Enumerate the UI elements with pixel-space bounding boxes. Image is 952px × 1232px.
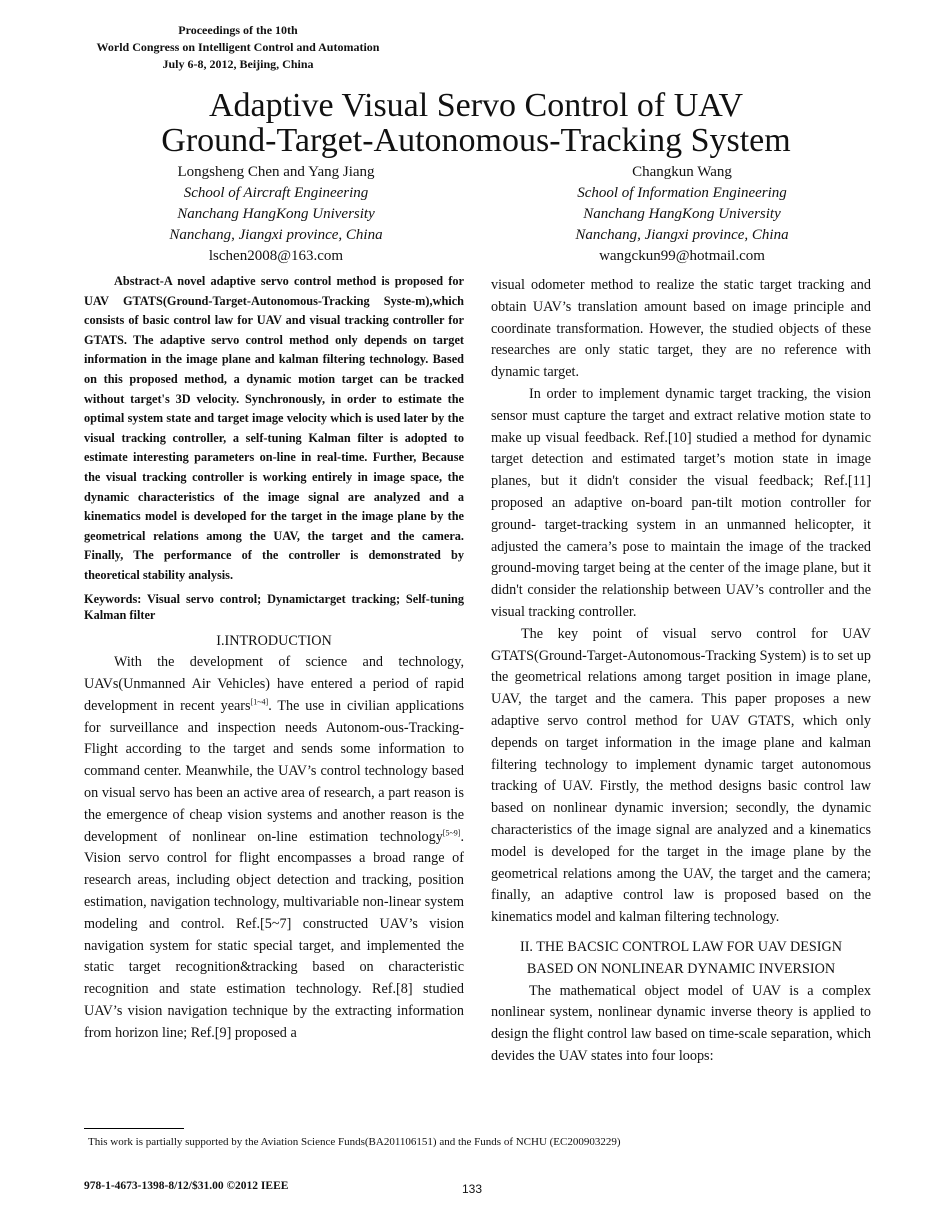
intro-text-c: . Vision servo control for flight encompasses a broad range of research areas, including object detection and tracking, position estimation, navigation technology, multivariable non-linear system modeling and control. Ref.[5~7] constructed UAV’s vision navigation system for static special target, and implemented the static target recognition&tracking based on characteristic recognition and state estimation technology. Ref.[8] studied UAV’s vision navigation technique by the extracting information from horizon line; Ref.[9] proposed a — [84, 828, 464, 1041]
proceedings-line-2: World Congress on Intelligent Control and Automation — [96, 40, 380, 54]
author-block-left — [96, 162, 456, 267]
title-line-2: Ground-Target-Autonomous-Tracking System — [161, 122, 791, 159]
footnote: This work is partially supported by the Aviation Science Funds(BA201106151) and the Funds of NCHU (EC200903229) — [88, 1136, 621, 1148]
footnote-divider — [84, 1128, 184, 1129]
intro-paragraph-1 — [84, 652, 464, 1044]
isbn-copyright: 978-1-4673-1398-8/12/$31.00 ©2012 IEEE — [84, 1180, 289, 1192]
author-names: Longsheng Chen and Yang Jiang — [177, 164, 375, 180]
intro-text-a: With the development of science and technology, UAVs(Unmanned Air Vehicles) have entered a period of rapid development in recent years — [84, 654, 464, 714]
title-line-1: Adaptive Visual Servo Control of UAV — [208, 87, 744, 124]
author-email: lschen2008@163.com — [208, 248, 344, 264]
page-number: 133 — [462, 1182, 483, 1196]
keywords: Keywords: Visual servo control; Dynamictarget tracking; Self-tuning Kalman filter — [84, 591, 464, 622]
section-heading-2-line-1: II. THE BACSIC CONTROL LAW FOR UAV DESIGN — [519, 938, 843, 955]
author-block-right — [502, 162, 862, 267]
intro-text-b: . The use in civilian applications for surveillance and inspection needs Autonom-ous-Tracking-Flight according to the target and sends some information to command center. Meanwhile, the UAV’s control technology based on visual servo has been an active area of research, a part reason is the emergence of cheap vision systems and another reason is the development of nonlinear on-line estimation technology — [84, 697, 464, 845]
author-location: Nanchang, Jiangxi province, China — [575, 227, 789, 243]
proceedings-header — [60, 22, 416, 73]
abstract: Abstract-A novel adaptive servo control method is proposed for UAV GTATS(Ground-Target-Autonomous-Tracking Syste-m),which consists of basic control law for UAV and visual tracking controller for GTATS. The adaptive servo control method only depends on target information in the image plane and kalman filtering technology. Based on this proposed method, a dynamic motion target can be tracked without target's 3D velocity. Synchronously, in order to estimate the optimal system state and target image velocity which is used later by the visual tracking controller, a self-tuning Kalman filter is adopted to estimate interesting parameters on-line in real-time. Further, Because the visual tracking controller is working entirely in image space, the dynamic characteristics of the image signal are analyzed and a kinematics model is developed for the target in the image plane by the geometrical relations among the UAV, the target and the camera. Finally, The performance of the controller is demonstrated by theoretical stability analysis. — [84, 274, 464, 582]
citation-ref: [1~4] — [250, 697, 269, 707]
paper-title — [0, 88, 952, 158]
intro-paragraph-1-continued: visual odometer method to realize the static target tracking and obtain UAV’s translation amount based on image principle and coordinate transformation. However, the studied objects of these researches are only static target, they are no reference with dynamic target. — [491, 277, 871, 381]
intro-paragraph-3: The key point of visual servo control for UAV GTATS(Ground-Target-Autonomous-Tracking System) is to set up the geometrical relations among target position in image plane, UAV, the target and the camera. This paper proposes a new adaptive servo control method for UAV GTATS, which only depends on target information in the image plane and kalman filtering technology to implement dynamic target autonomous tracking of UAV. Firstly, the method designs basic control law based on nonlinear dynamic inversion; secondly, the dynamic characteristics of the image signal are analyzed and a kinematics model is developed for the target in the image plane by the geometrical relations among the UAV, the target and the camera; finally, an adaptive control law is proposed based on the kinematics model and kalman filtering technology. — [491, 625, 871, 926]
author-university: Nanchang HangKong University — [177, 206, 375, 222]
section-heading-2-line-2: BASED ON NONLINEAR DYNAMIC INVERSION — [526, 960, 836, 977]
left-column — [84, 272, 464, 1045]
right-column — [491, 275, 871, 1068]
proceedings-line-3: July 6-8, 2012, Beijing, China — [162, 57, 314, 71]
intro-paragraph-2: In order to implement dynamic target tracking, the vision sensor must capture the target and extract relative motion state to make up visual feedback. Ref.[10] studied a method for dynamic target detection and estimated target’s motion state in image planes, but it didn't consider the visual feedback; Ref.[11] proposed an adaptive on-board pan-tilt motion controller for ground- target-tracking system in an unmanned helicopter, it adjusted the camera’s pose to maintain the image of the tracked ground-moving target being at the center of the image plane, but it didn't consider the relationship between UAV’s controller and the visual tracking controller. — [491, 385, 871, 620]
author-location: Nanchang, Jiangxi province, China — [169, 227, 383, 243]
section-heading-2 — [491, 937, 871, 981]
citation-ref: [5~9] — [442, 827, 461, 837]
author-university: Nanchang HangKong University — [583, 206, 781, 222]
section-2-paragraph-1: The mathematical object model of UAV is a complex nonlinear system, nonlinear dynamic inverse theory is applied to design the flight control law based on time-scale separation, which devides the UAV states into four loops: — [491, 982, 871, 1064]
author-school: School of Aircraft Engineering — [183, 185, 369, 201]
author-email: wangckun99@hotmail.com — [599, 248, 765, 264]
author-school: School of Information Engineering — [577, 185, 787, 201]
proceedings-line-1: Proceedings of the 10th — [178, 23, 298, 37]
author-names: Changkun Wang — [632, 164, 732, 180]
section-heading-introduction: I.INTRODUCTION — [216, 632, 332, 649]
